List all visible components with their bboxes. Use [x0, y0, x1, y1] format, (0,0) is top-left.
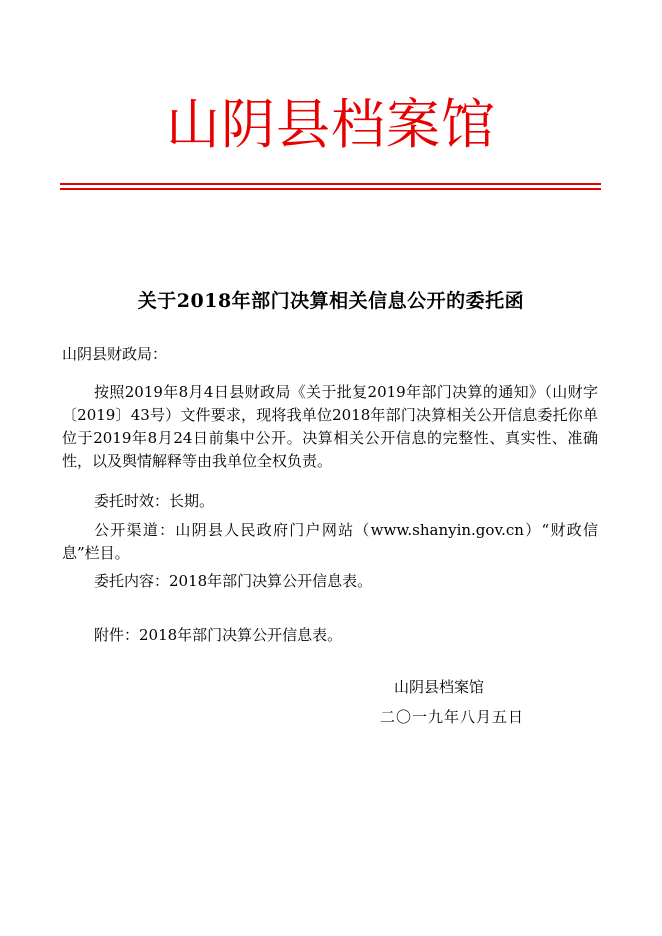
- entrustment-term: 委托时效：长期。: [94, 492, 215, 510]
- entrustment-content: 委托内容：2018年部门决算公开信息表。: [94, 572, 373, 590]
- signature-date: 二〇一九年八月五日: [380, 708, 525, 726]
- red-rule-bottom: [60, 188, 601, 190]
- attachment-note: 附件：2018年部门决算公开信息表。: [94, 626, 343, 644]
- publication-channel: 公开渠道：山阴县人民政府门户网站（www.shanyin.gov.cn）“财政信息”栏目。: [62, 521, 598, 562]
- salutation: 山阴县财政局：: [62, 345, 168, 363]
- body-paragraph: 按照2019年8月4日县财政局《关于批复2019年部门决算的通知》（山财字〔2019〕43号）文件要求，现将我单位2018年部门决算相关公开信息委托你单位于2019年8月24日前集中公开。决算相关公开信息的完整性、真实性、准确性，以及舆情解释等由我单位全权负责。: [62, 383, 598, 470]
- letterhead-title: 山阴县档案馆: [166, 93, 496, 156]
- red-rule-top: [60, 183, 601, 185]
- signature-organization: 山阴县档案馆: [394, 678, 485, 696]
- document-title: 关于2018年部门决算相关信息公开的委托函: [137, 290, 525, 312]
